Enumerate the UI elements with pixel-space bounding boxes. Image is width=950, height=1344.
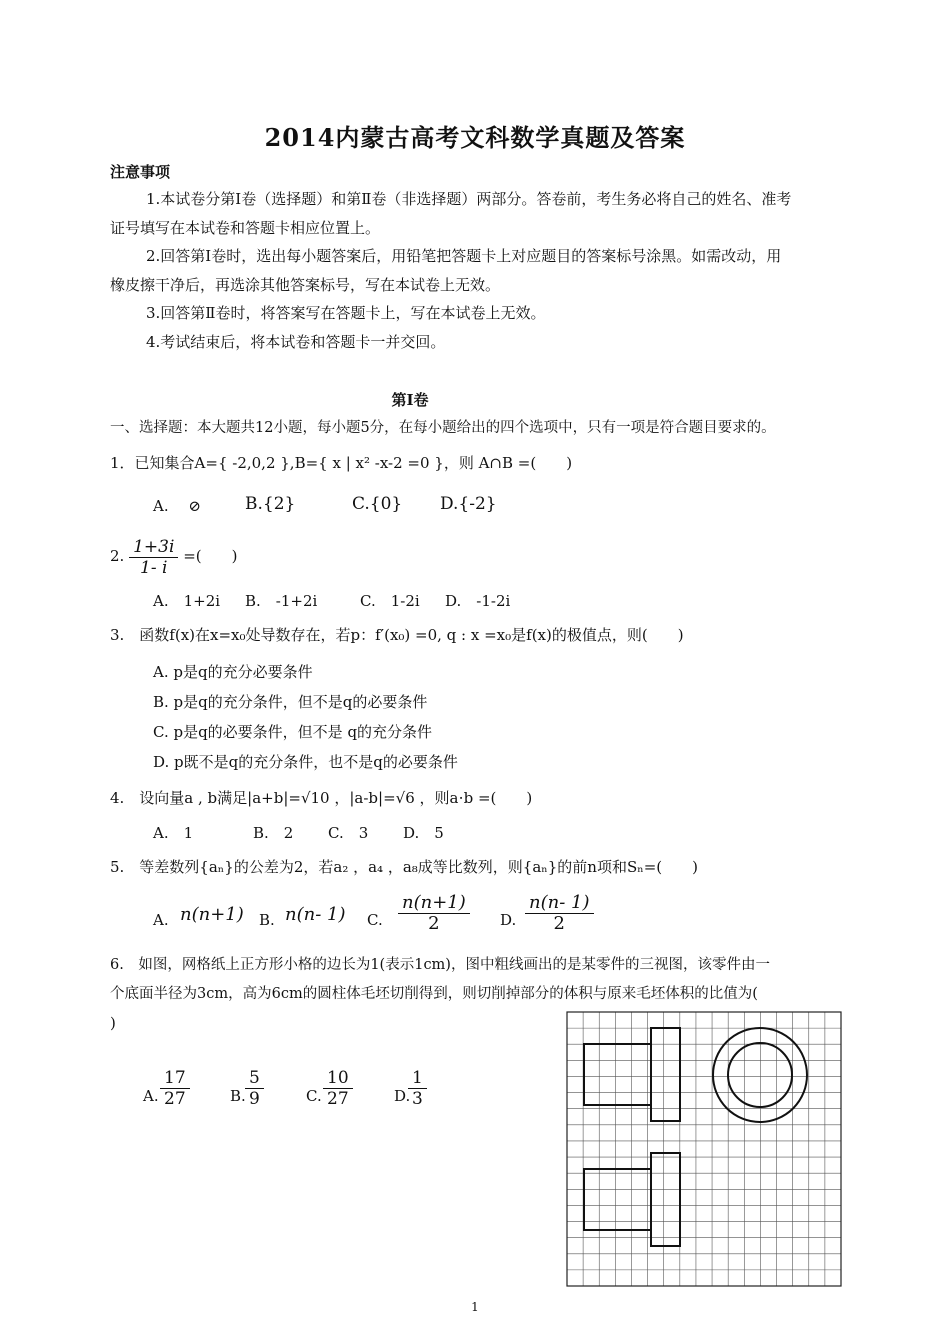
question-5-stem: 5. 等差数列{aₙ}的公差为2，若a₂ ，a₄ ，a₈成等比数列，则{aₙ}的前n项和Sₙ=( ): [110, 858, 698, 876]
question-3-option-b: B. p是q的充分条件，但不是q的必要条件: [153, 693, 428, 711]
question-6-option-c-numerator: 10: [323, 1068, 353, 1089]
question-6-option-b: [245, 1068, 264, 1109]
question-6-option-d-fraction: [408, 1068, 427, 1109]
question-4-option-a: A. 1: [153, 824, 194, 842]
question-5-option-b-label: B.: [259, 911, 275, 929]
question-6-option-b-denominator: 9: [249, 1089, 260, 1109]
question-5-option-d-fraction: [525, 893, 594, 934]
question-5-option-d-numerator: n(n- 1): [525, 893, 594, 914]
question-2-option-c: C. 1-2i: [360, 592, 420, 610]
front-view-large-block: [584, 1044, 651, 1105]
question-1-option-d: D.{-2}: [440, 494, 497, 514]
side-view-small-block: [651, 1153, 680, 1246]
top-view-inner-circle: [728, 1043, 792, 1107]
question-6-option-c-denominator: 27: [327, 1089, 349, 1109]
notice-item-1-line-1: 1.本试卷分第Ⅰ卷（选择题）和第Ⅱ卷（非选择题）两部分。答卷前，考生务必将自己的姓名、准考: [146, 190, 792, 208]
question-4-stem: 4. 设向量a , b满足|a+b|=√10 ，|a-b|=√6 ，则a⋅b =( ): [110, 789, 533, 807]
question-1-option-b: B.{2}: [245, 494, 296, 514]
question-1-option-a: A. ⊘: [153, 497, 201, 515]
question-5-option-c: [398, 893, 470, 934]
question-6-line-1: 6. 如图，网格纸上正方形小格的边长为1(表示1cm)，图中粗线画出的是某零件的三视图，该零件由一: [110, 957, 770, 973]
question-2-option-d: D. -1-2i: [445, 592, 511, 610]
question-6-option-c-label: C.: [306, 1087, 322, 1105]
question-5-option-b: n(n- 1): [285, 904, 346, 925]
question-5-option-d-denominator: 2: [553, 913, 565, 934]
question-4-option-b: B. 2: [253, 824, 294, 842]
side-view-large-block: [584, 1169, 651, 1230]
question-6-option-a-label: A.: [143, 1087, 159, 1105]
question-2-option-a: A. 1+2i: [153, 592, 221, 610]
question-2-numerator: 1+3i: [129, 537, 178, 558]
question-6-option-d-label: D.: [394, 1087, 411, 1105]
question-6-option-a: [160, 1068, 190, 1109]
section-title: 第Ⅰ卷: [391, 391, 429, 409]
section-intro: 一、选择题：本大题共12小题，每小题5分，在每小题给出的四个选项中，只有一项是符合题目要求的。: [110, 420, 776, 436]
question-5-option-d: [525, 893, 594, 934]
question-5-option-d-label: D.: [500, 911, 517, 929]
question-6-option-a-numerator: 17: [160, 1068, 190, 1089]
notice-heading: 注意事项: [110, 163, 171, 181]
question-3-stem: 3. 函数f(x)在x=x₀处导数存在，若p：f′(x₀) =0, q : x =x₀是f(x)的极值点，则( ): [110, 626, 684, 644]
question-2-stem: [110, 531, 237, 581]
question-2-option-b: B. -1+2i: [245, 592, 318, 610]
three-view-figure: [566, 1011, 842, 1287]
question-3-option-d: D. p既不是q的充分条件，也不是q的必要条件: [153, 753, 458, 771]
question-6-option-b-numerator: 5: [245, 1068, 264, 1089]
question-5-option-a: n(n+1): [180, 904, 244, 925]
question-4-option-d: D. 5: [403, 824, 444, 842]
question-1-option-c: C.{0}: [352, 494, 403, 514]
question-5-option-a-label: A.: [153, 911, 169, 929]
question-5-option-c-denominator: 2: [428, 913, 440, 934]
question-6-option-c: [323, 1068, 353, 1109]
question-4-option-c: C. 3: [328, 824, 369, 842]
question-2-number: 2.: [110, 547, 125, 565]
question-6-option-a-fraction: [160, 1068, 190, 1109]
notice-item-2-line-1: 2.回答第Ⅰ卷时，选出每小题答案后，用铅笔把答题卡上对应题目的答案标号涂黑。如需改动，用: [146, 247, 782, 265]
notice-item-4: 4.考试结束后，将本试卷和答题卡一并交回。: [146, 333, 446, 351]
question-1-stem: 1．已知集合A={ -2,0,2 },B={ x | x² -x-2 =0 }，则 A∩B =( ): [110, 454, 573, 472]
notice-item-1-line-2: 证号填写在本试卷和答题卡相应位置上。: [110, 219, 381, 237]
question-2-denominator: 1- i: [140, 557, 168, 578]
question-6-option-a-denominator: 27: [164, 1089, 186, 1109]
question-6-line-3: ): [110, 1014, 116, 1032]
question-2-fraction: [129, 537, 178, 578]
notice-item-3: 3.回答第Ⅱ卷时，将答案写在答题卡上，写在本试卷上无效。: [146, 304, 546, 322]
question-6-option-d-numerator: 1: [408, 1068, 427, 1089]
question-2-tail: =( ): [183, 547, 238, 565]
question-5-option-c-fraction: [398, 893, 470, 934]
question-5-option-c-numerator: n(n+1): [398, 893, 470, 914]
grid-lines: [567, 1012, 841, 1286]
question-6-option-b-label: B.: [230, 1087, 246, 1105]
front-view-small-block: [651, 1028, 680, 1121]
grid-border: [567, 1012, 841, 1286]
question-6-option-c-fraction: [323, 1068, 353, 1109]
notice-item-2-line-2: 橡皮擦干净后，再选涂其他答案标号，写在本试卷上无效。: [110, 276, 501, 294]
question-6-line-2: 个底面半径为3cm，高为6cm的圆柱体毛坯切削得到，则切削掉部分的体积与原来毛坯体积的比值为(: [110, 986, 758, 1002]
question-6-option-b-fraction: [245, 1068, 264, 1109]
question-5-option-c-label: C.: [367, 911, 383, 929]
question-6-option-d-denominator: 3: [412, 1089, 423, 1109]
question-6-option-d: [408, 1068, 427, 1109]
question-3-option-a: A. p是q的充分必要条件: [153, 663, 313, 681]
page-title: 2014内蒙古高考文科数学真题及答案: [264, 123, 686, 152]
page-number: 1: [471, 1300, 479, 1314]
question-3-option-c: C. p是q的必要条件，但不是 q的充分条件: [153, 723, 433, 741]
